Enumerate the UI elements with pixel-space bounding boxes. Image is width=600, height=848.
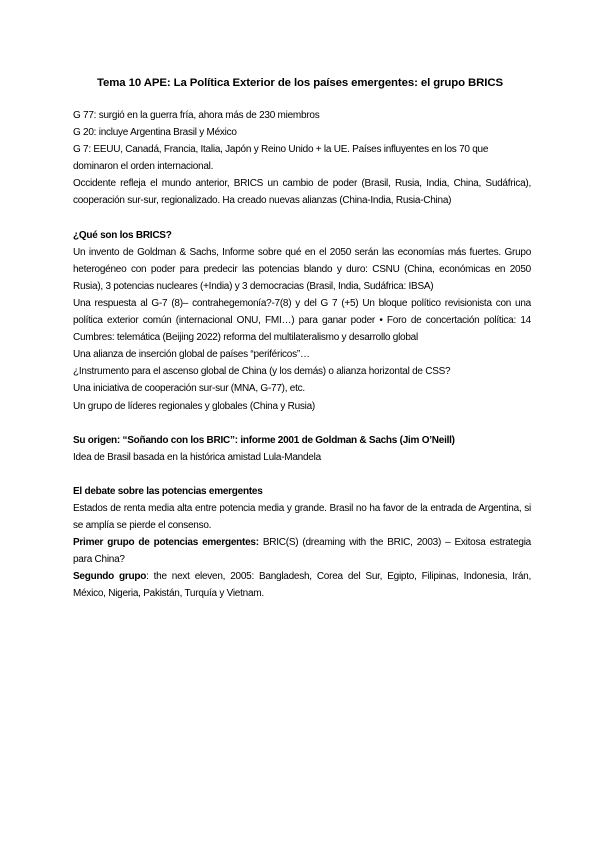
section-heading-origen: Su origen: “Soñando con los BRIC”: informe 2001 de Goldman & Sachs (Jim O’Neill) — [73, 434, 455, 446]
label-segundo-grupo: Segundo grupo — [73, 571, 147, 583]
paragraph-g20: G 20: incluye Argentina Brasil y México — [73, 127, 237, 139]
paragraph-iniciativa: Una iniciativa de cooperación sur-sur (MNA, G-77), etc. — [73, 383, 305, 395]
paragraph-origen: Idea de Brasil basada en la histórica amistad Lula-Mandela — [73, 451, 321, 463]
text-primer-grupo: BRIC(S) (dreaming with the BRIC, 2003) – Exitosa estrategia para China? — [73, 537, 531, 566]
paragraph-g7: G 7: EEUU, Canadá, Francia, Italia, Japón y Reino Unido + la UE. Países influyentes en los 70 que dominaron el orden internacional. — [73, 144, 489, 173]
paragraph-occidente: Occidente refleja el mundo anterior, BRICS un cambio de poder (Brasil, Rusia, India, China, Sudáfrica), cooperación sur-sur, regionalizado. Ha creado nuevas alianzas (China-India, Rusia-China) — [73, 178, 531, 207]
document-body — [73, 107, 531, 602]
paragraph-respuesta: Una respuesta al G-7 (8)– contrahegemonía?-7(8) y del G 7 (+5) Un bloque político revisionista con una política exterior común (internacional ONU, FMI…) para ganar poder • Foro de concertación política: 14 Cumbres: telemática (Beijing 2022) reforma del multilateralismo y desarrollo global — [73, 297, 531, 344]
label-primer-grupo: Primer grupo de potencias emergentes: — [73, 537, 259, 549]
paragraph-primer-grupo — [73, 534, 531, 568]
page-title: Tema 10 APE: La Política Exterior de los países emergentes: el grupo BRICS — [97, 77, 503, 89]
paragraph-instrumento: ¿Instrumento para el ascenso global de China (y los demás) o alianza horizontal de CSS? — [73, 366, 451, 378]
paragraph-segundo-grupo — [73, 568, 531, 602]
text-segundo-grupo: : the next eleven, 2005: Bangladesh, Corea del Sur, Egipto, Filipinas, Indonesia, Irán, México, Nigeria, Pakistán, Turquía y Vietnam. — [73, 571, 531, 600]
section-heading-debate: El debate sobre las potencias emergentes — [73, 485, 263, 497]
paragraph-alianza: Una alianza de inserción global de países “periféricos”… — [73, 349, 310, 361]
section-heading-que-son: ¿Qué son los BRICS? — [73, 229, 172, 241]
paragraph-lideres: Un grupo de líderes regionales y globales (China y Rusia) — [73, 400, 315, 412]
paragraph-invento: Un invento de Goldman & Sachs, Informe sobre qué en el 2050 serán las economías más fuertes. Grupo heterogéneo con poder para predecir las potencias blando y duro: CSNU (China, económicas en 2050 Rusia), 3 potencias nucleares (+India) y 3 democracias (Brasil, India, Sudáfrica: IBSA) — [73, 246, 531, 292]
paragraph-renta-media: Estados de renta media alta entre potencia media y grande. Brasil no ha favor de la entrada de Argentina, si se amplía se pierde el consenso. — [73, 502, 531, 531]
paragraph-g77: G 77: surgió en la guerra fría, ahora más de 230 miembros — [73, 110, 320, 121]
